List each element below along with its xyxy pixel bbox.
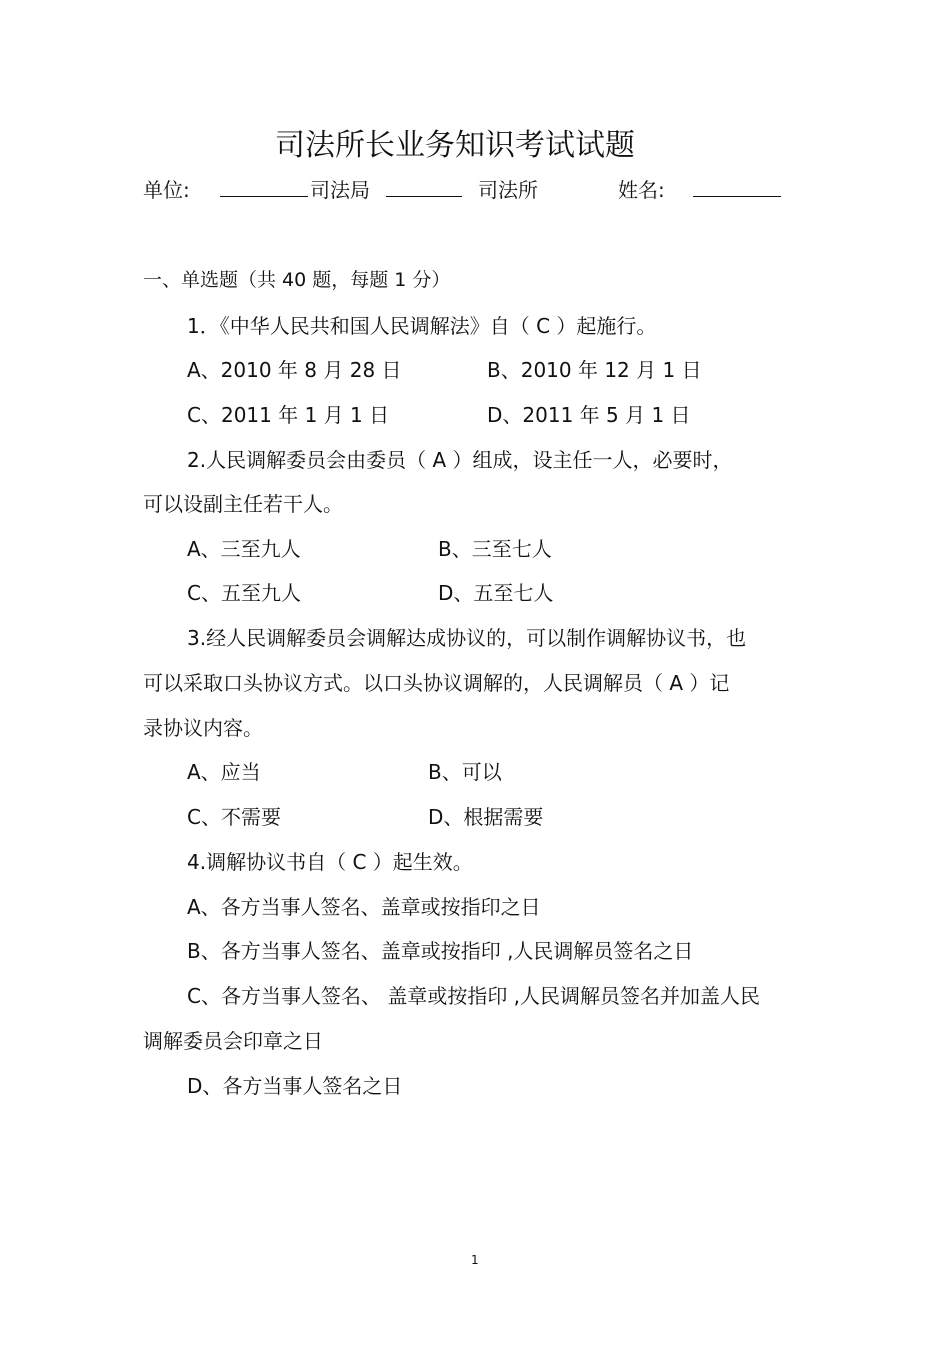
question-3-option-b: B、可以 — [428, 760, 502, 784]
question-3-stem: 3.经人民调解委员会调解达成协议的，可以制作调解协议书，也 — [187, 626, 747, 650]
question-4-option-b: B、各方当事人签名、盖章或按指印 ,人民调解员签名之日 — [187, 939, 694, 963]
unit-label: 单位: — [143, 178, 190, 202]
question-2-option-c: C、五至九人 — [187, 581, 301, 605]
question-4-option-a: A、各方当事人签名、盖章或按指印之日 — [187, 895, 541, 919]
name-blank — [693, 178, 781, 202]
question-2-option-b: B、三至七人 — [438, 537, 552, 561]
unit-blank-2 — [386, 178, 462, 202]
question-4-option-c-cont: 调解委员会印章之日 — [143, 1029, 323, 1053]
office-label: 司法所 — [478, 178, 538, 202]
question-4-option-c: C、各方当事人签名、 盖章或按指印 ,人民调解员签名并加盖人民 — [187, 984, 761, 1008]
question-3-stem-cont-1: 可以采取口头协议方式。以口头协议调解的，人民调解员（ A ）记 — [143, 671, 730, 695]
unit-blank-1 — [220, 178, 308, 202]
question-3-stem-cont-2: 录协议内容。 — [143, 716, 263, 740]
page-title: 司法所长业务知识考试试题 — [275, 128, 635, 163]
section-heading: 一、单选题（共 40 题，每题 1 分） — [143, 269, 451, 291]
question-1-option-b: B、2010 年 12 月 1 日 — [487, 358, 702, 382]
question-1-option-d: D、2011 年 5 月 1 日 — [487, 403, 691, 427]
bureau-label: 司法局 — [310, 178, 370, 202]
question-1-option-a: A、2010 年 8 月 28 日 — [187, 358, 402, 382]
question-2-option-a: A、三至九人 — [187, 537, 301, 561]
question-3-option-c: C、不需要 — [187, 805, 281, 829]
question-2-stem: 2.人民调解委员会由委员（ A ）组成，设主任一人，必要时， — [187, 448, 733, 472]
question-1-stem: 1．《中华人民共和国人民调解法》自（ C ）起施行。 — [187, 314, 657, 338]
question-3-option-a: A、应当 — [187, 760, 261, 784]
question-2-stem-cont: 可以设副主任若干人。 — [143, 492, 343, 516]
question-3-option-d: D、根据需要 — [428, 805, 544, 829]
name-label: 姓名: — [618, 178, 665, 202]
question-4-option-d: D、各方当事人签名之日 — [187, 1074, 403, 1098]
question-4-stem: 4.调解协议书自（ C ）起生效。 — [187, 850, 473, 874]
page-number: 1 — [471, 1253, 479, 1267]
question-1-option-c: C、2011 年 1 月 1 日 — [187, 403, 390, 427]
question-2-option-d: D、五至七人 — [438, 581, 554, 605]
